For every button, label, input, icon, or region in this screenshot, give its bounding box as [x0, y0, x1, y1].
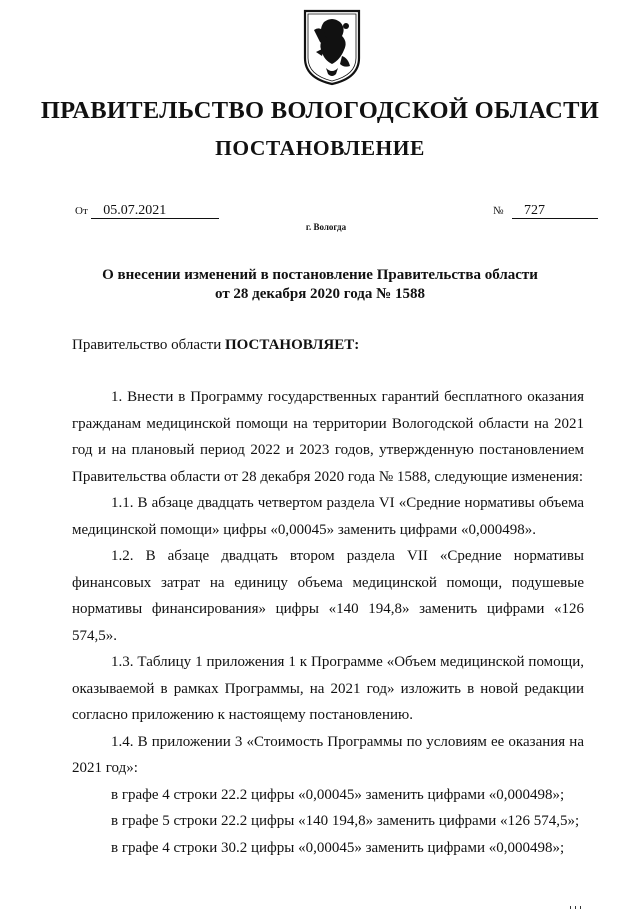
document-subject — [0, 266, 640, 304]
paragraph-1-1: 1.1. В абзаце двадцать четвертом раздела VI «Средние нормативы объема медицинской помощи» цифры «0,00045» заменить цифрами «0,000498». — [72, 495, 584, 538]
coat-of-arms-icon — [302, 8, 362, 86]
number-value: 727 — [512, 204, 598, 219]
paragraph-1-2: 1.2. В абзаце двадцать втором раздела VII «Средние нормативы финансовых затрат на единицу объема медицинской помощи, подушевые нормативы финансирования» цифры «140 194,8» заменить цифрами «126 574,5». — [72, 548, 584, 644]
document-number — [493, 203, 598, 219]
city-name: г. Вологда — [305, 222, 347, 232]
organization-title: ПРАВИТЕЛЬСТВО ВОЛОГОДСКОЙ ОБЛАСТИ — [40, 97, 600, 124]
document-body — [72, 384, 584, 861]
subject-line-1: О внесении изменений в постановление Правительства области — [102, 267, 538, 283]
document-type-heading: ПОСТАНОВЛЕНИЕ — [215, 136, 425, 160]
preamble-emphasis: ПОСТАНОВЛЯЕТ: — [224, 337, 360, 353]
paragraph-1-3: 1.3. Таблицу 1 приложения 1 к Программе «Объем медицинской помощи, оказываемой в рамках Программы, на 2021 год» изложить в новой редакции согласно приложению к настоящему постановлению. — [72, 654, 584, 723]
list-item: в графе 4 строки 22.2 цифры «0,00045» заменить цифрами «0,000498»; — [111, 786, 565, 803]
list-item: в графе 5 строки 22.2 цифры «140 194,8» заменить цифрами «126 574,5»; — [111, 813, 580, 829]
date-label: От — [75, 205, 88, 217]
paragraph-1: 1. Внести в Программу государственных гарантий бесплатного оказания гражданам медицинской помощи на территории Вологодской области на 2021 год и на плановый период 2022 и 2023 годов, утвержденную постановлением Правительства области от 28 декабря 2020 года № 1588, следующие изменения: — [72, 389, 584, 485]
subject-line-2: от 28 декабря 2020 года № 1588 — [215, 286, 425, 302]
number-label: № — [493, 205, 504, 217]
preamble — [72, 337, 359, 354]
preamble-text: Правительство области — [72, 337, 225, 353]
document-date — [75, 203, 219, 219]
list-item: в графе 4 строки 30.2 цифры «0,00045» заменить цифрами «0,000498»; — [111, 839, 565, 856]
date-value: 05.07.2021 — [91, 204, 219, 219]
page-edge-marks — [570, 896, 586, 899]
paragraph-1-4: 1.4. В приложении 3 «Стоимость Программы по условиям ее оказания на 2021 год»: — [72, 733, 584, 776]
